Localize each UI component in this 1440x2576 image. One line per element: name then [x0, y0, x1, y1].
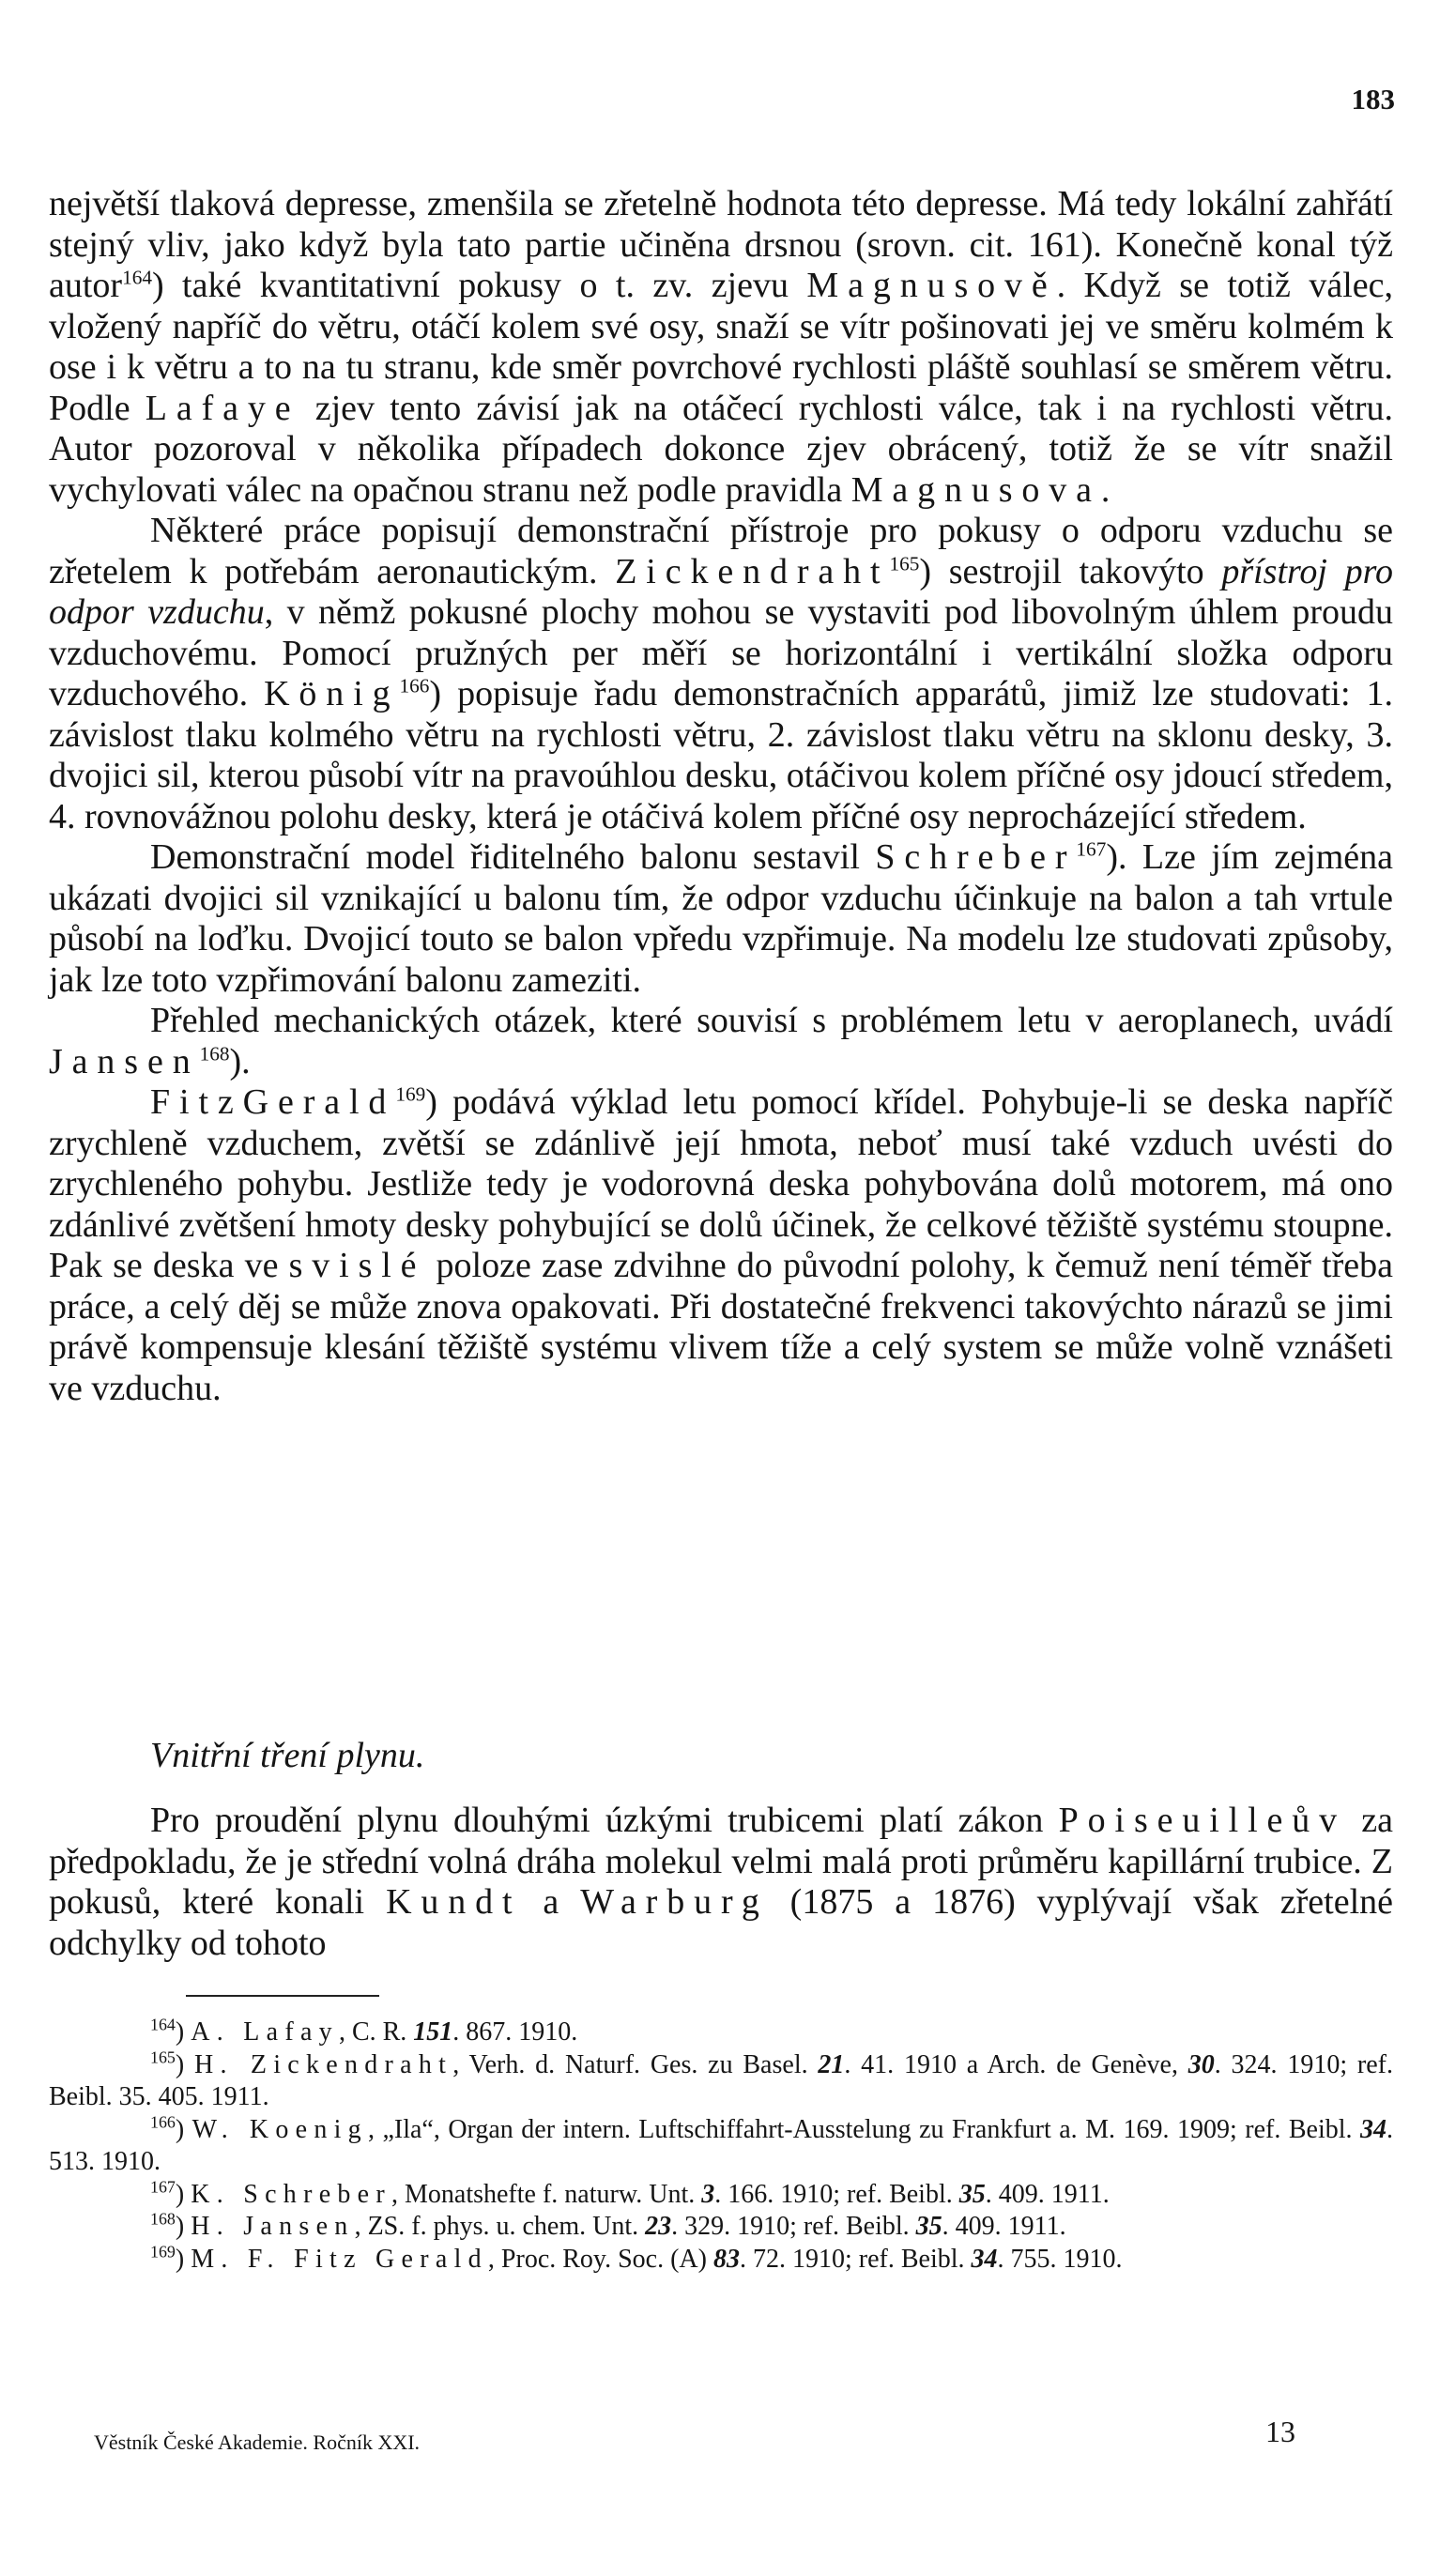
- author-name: Schreber: [875, 837, 1077, 877]
- footnote-ref: 166: [399, 674, 430, 698]
- footnote-number: 166: [150, 2112, 176, 2132]
- footnote-ref: 165: [889, 551, 920, 575]
- footnote-text: , Proc. Roy. Soc. (A): [487, 2244, 713, 2274]
- text-run: Demonstrační model řiditelného balonu sestavil: [150, 837, 876, 877]
- author-name: Poiseuilleův: [1058, 1801, 1347, 1840]
- footnote-text: , Verh. d. Naturf. Ges. zu Basel.: [452, 2049, 819, 2079]
- footnote-volume: 23: [645, 2212, 672, 2241]
- author-name: Jansen: [49, 1041, 200, 1081]
- text-run: . Když se totiž válec, vložený napříč do větru, otáčí kolem své osy, snaží se vítr pošinovati jej ve směru kolmém k ose i k větru a to na tu stranu, kde směr povrchové rychlosti pláště souhlasí se směrem větru. Podle: [49, 266, 1393, 428]
- spaced-word: svislé: [288, 1246, 426, 1285]
- text-run: ) také kvantitativní pokusy o t. zv. zjevu: [151, 266, 807, 305]
- footnote-text: . 166. 1910; ref. Beibl.: [714, 2179, 959, 2209]
- main-text-continued: [49, 1801, 1393, 1964]
- paragraph-2: [49, 511, 1393, 837]
- text-run: největší tlaková depresse, zmenšila se zřetelně hodnota této depresse. Má tedy lokální zahřátí stejný vliv, jako když byla tato partie učiněna drsnou (srovn. cit. 161). Konečně konal týž autor: [49, 184, 1393, 305]
- paragraph-3: [49, 837, 1393, 1001]
- footnote-text: . 755. 1910.: [997, 2244, 1123, 2274]
- text-run: .: [1100, 469, 1111, 510]
- footnote-volume: 35: [915, 2212, 942, 2241]
- footnote-text: , „Ila“, Organ der intern. Luftschiffahrt-Ausstelung zu Frankfurt a. M. 169. 1909; ref. Beibl.: [367, 2114, 1360, 2144]
- author-name: Kundt: [386, 1882, 522, 1922]
- footnote: $^{164}$) A. Lafay, C. R. 151. 867. 1910.: [150, 2015, 578, 2047]
- footnote-number: 165: [150, 2047, 176, 2067]
- footnote-number: 164: [150, 2015, 176, 2034]
- main-text: [49, 184, 1393, 1409]
- footnote-author: K. Schreber: [191, 2179, 391, 2209]
- text-run: (1875 a 1876) vyplývají však zřetelné odchylky od tohoto: [49, 1882, 1393, 1963]
- footnote-text: . 409. 1911.: [942, 2212, 1066, 2241]
- footnote-author: A. Lafay: [191, 2017, 339, 2047]
- author-name: FitzGerald: [150, 1082, 396, 1122]
- footnote: $^{168}$) H. Jansen, ZS. f. phys. u. chem. Unt. 23. 329. 1910; ref. Beibl. 35. 409. 1911.: [150, 2209, 1066, 2241]
- text-run: ) popisuje řadu demonstračních apparátů, jimiž lze studovati: 1. závislost tlaku kolmého větru na rychlosti větru, 2. závislost tlaku větru na sklonu desky, 3. dvojici sil, kterou působí vítr na pravoúhlou desku, otáčivou kolem příčné osy jdoucí středem, 4. rovnovážnou polohu desky, která je otáčivá kolem příčné osy neprocházející středem.: [49, 674, 1394, 836]
- paragraph-6: [49, 1801, 1393, 1964]
- author-name: Warburg: [580, 1882, 769, 1922]
- paragraph-5: [49, 1082, 1393, 1409]
- author-name: König: [264, 674, 400, 713]
- text-run: ).: [229, 1041, 251, 1081]
- footnote-text: . 324. 1910; ref. Beibl. 35. 405. 1911.: [49, 2049, 1393, 2111]
- footnote-divider: [186, 1995, 379, 1997]
- text-run: ) sestrojil takovýto: [919, 551, 1222, 591]
- text-run: Některé práce popisují demonstrační přístroje pro pokusy o odporu vzduchu se zřetelem k potřebám aeronautickým.: [49, 511, 1393, 591]
- footnote-number: 169: [150, 2242, 176, 2262]
- text-run: poloze zase zdvihne do původní polohy, k čemuž není téměř třeba práce, a celý děj se může znova opakovati. Při dostatečné frekvenci takovýchto nárazů se jimi právě kompensuje klesání těžiště systému vlivem tíže a celý system se může volně vznášeti ve vzduchu.: [49, 1246, 1394, 1408]
- footnote-author: M. F. Fitz Gerald: [191, 2244, 488, 2274]
- footnote-text: . 329. 1910; ref. Beibl.: [671, 2212, 916, 2241]
- footnote-text: . 41. 1910 a Arch. de Genève,: [844, 2049, 1188, 2079]
- author-name: Lafaye: [145, 388, 300, 428]
- footnote-text: . 72. 1910; ref. Beibl.: [739, 2244, 972, 2274]
- footnote-number: 168: [150, 2209, 176, 2229]
- italic-phrase: přístroj pro odpor vzduchu: [49, 551, 1393, 632]
- footnote-volume: 35: [958, 2179, 986, 2209]
- signature-mark: 13: [1265, 2415, 1295, 2448]
- footnote-ref: 168: [199, 1041, 230, 1065]
- footnote-volume: 30: [1187, 2049, 1215, 2079]
- footnote-author: H. Jansen: [191, 2212, 355, 2241]
- text-run: za předpokladu, že je střední volná dráha molekul velmi malá proti průměru kapillární trubice. Z pokusů, které konali: [49, 1801, 1393, 1922]
- footnote-text: , ZS. f. phys. u. chem. Unt.: [354, 2212, 646, 2241]
- footnote-number: 167: [150, 2177, 176, 2197]
- footnote: $^{165}$) H. Zickendraht, Verh. d. Naturf. Ges. zu Basel. 21. 41. 1910 a Arch. de Genève, 30. 324. 1910; ref. Beibl. 35. 405. 1911.: [49, 2047, 1393, 2111]
- paragraph-4: [49, 1001, 1393, 1082]
- paragraph-1: [49, 184, 1393, 511]
- text-run: ) podává výklad letu pomocí křídel. Pohybuje-li se deska napříč zrychleně vzduchem, zvětší se zdánlivě její hmota, neboť musí také vzduch uvésti do zrychleného pohybu. Jestliže tedy je vodorovná deska pohybována dolů motorem, má ono zdánlivé zvětšení hmoty desky pohybující se dolů účinek, že celkové těžiště systému stoupne. Pak se deska ve: [49, 1082, 1393, 1285]
- footnote-text: . 409. 1911.: [985, 2179, 1110, 2209]
- footnote-text: . 867. 1910.: [452, 2017, 578, 2047]
- footnote-volume: 21: [818, 2049, 845, 2079]
- footnote-volume: 34: [971, 2244, 998, 2274]
- footnote-ref: 167: [1076, 837, 1107, 861]
- footnote-text: . 513. 1910.: [49, 2114, 1393, 2176]
- text-run: , v němž pokusné plochy mohou se vystaviti pod libovolným úhlem proudu vzduchovému. Pomocí pružných per měří se horizontální i vertikální složka odporu vzduchového.: [49, 592, 1393, 713]
- footnote-volume: 3: [701, 2179, 715, 2209]
- text-run: zjev tento závisí jak na otáčecí rychlosti válce, tak i na rychlosti větru. Autor pozoroval v několika případech dokonce zjev obrácený, totiž že se vítr snažil vychylovati válec na opačnou stranu než podle pravidla: [49, 388, 1393, 510]
- footnote-author: W. Koenig: [191, 2114, 368, 2144]
- author-name: Magnusově: [806, 266, 1057, 305]
- text-run: a: [521, 1882, 581, 1922]
- text-run: ). Lze jím zejména ukázati dvojici sil vznikající u balonu tím, že odpor vzduchu účinkuje na balon a tah vrtule působí na loďku. Dvojicí touto se balon vpředu vzpřimuje. Na modelu lze studovati způsoby, jak lze toto vzpřimování balonu zameziti.: [49, 837, 1393, 1000]
- journal-footer: Věstník České Akademie. Ročník XXI.: [94, 2430, 421, 2454]
- footnote-ref: 169: [395, 1082, 426, 1106]
- footnote-ref: 164: [122, 266, 152, 289]
- footnote-text: , Monatshefte f. naturw. Unt.: [391, 2179, 702, 2209]
- text-run: Pro proudění plynu dlouhými úzkými trubicemi platí zákon: [150, 1801, 1059, 1840]
- footnote-volume: 83: [712, 2244, 740, 2274]
- footnote: $^{169}$) M. F. Fitz Gerald, Proc. Roy. Soc. (A) 83. 72. 1910; ref. Beibl. 34. 755. 1910.: [150, 2242, 1123, 2274]
- text-run: Přehled mechanických otázek, které souvisí s problémem letu v aeroplanech, uvádí: [150, 1001, 1393, 1040]
- footnote-author: H. Zickendraht: [193, 2049, 453, 2079]
- author-name: Zickendraht: [615, 551, 890, 591]
- footnote-volume: 151: [413, 2017, 453, 2047]
- section-heading: Vnitřní tření plynu.: [150, 1736, 425, 1775]
- footnote-text: , C. R.: [338, 2017, 414, 2047]
- footnote: $^{166}$) W. Koenig, „Ila“, Organ der intern. Luftschiffahrt-Ausstelung zu Frankfurt a. M. 169. 1909; ref. Beibl. 34. 513. 1910.: [49, 2112, 1393, 2176]
- footnote-volume: 34: [1360, 2114, 1386, 2144]
- page-number: 183: [1351, 83, 1395, 115]
- footnotes: [49, 2016, 1393, 2276]
- author-name: Magnusova: [850, 469, 1101, 510]
- footnote: $^{167}$) K. Schreber, Monatshefte f. naturw. Unt. 3. 166. 1910; ref. Beibl. 35. 409. 1911.: [150, 2177, 1110, 2209]
